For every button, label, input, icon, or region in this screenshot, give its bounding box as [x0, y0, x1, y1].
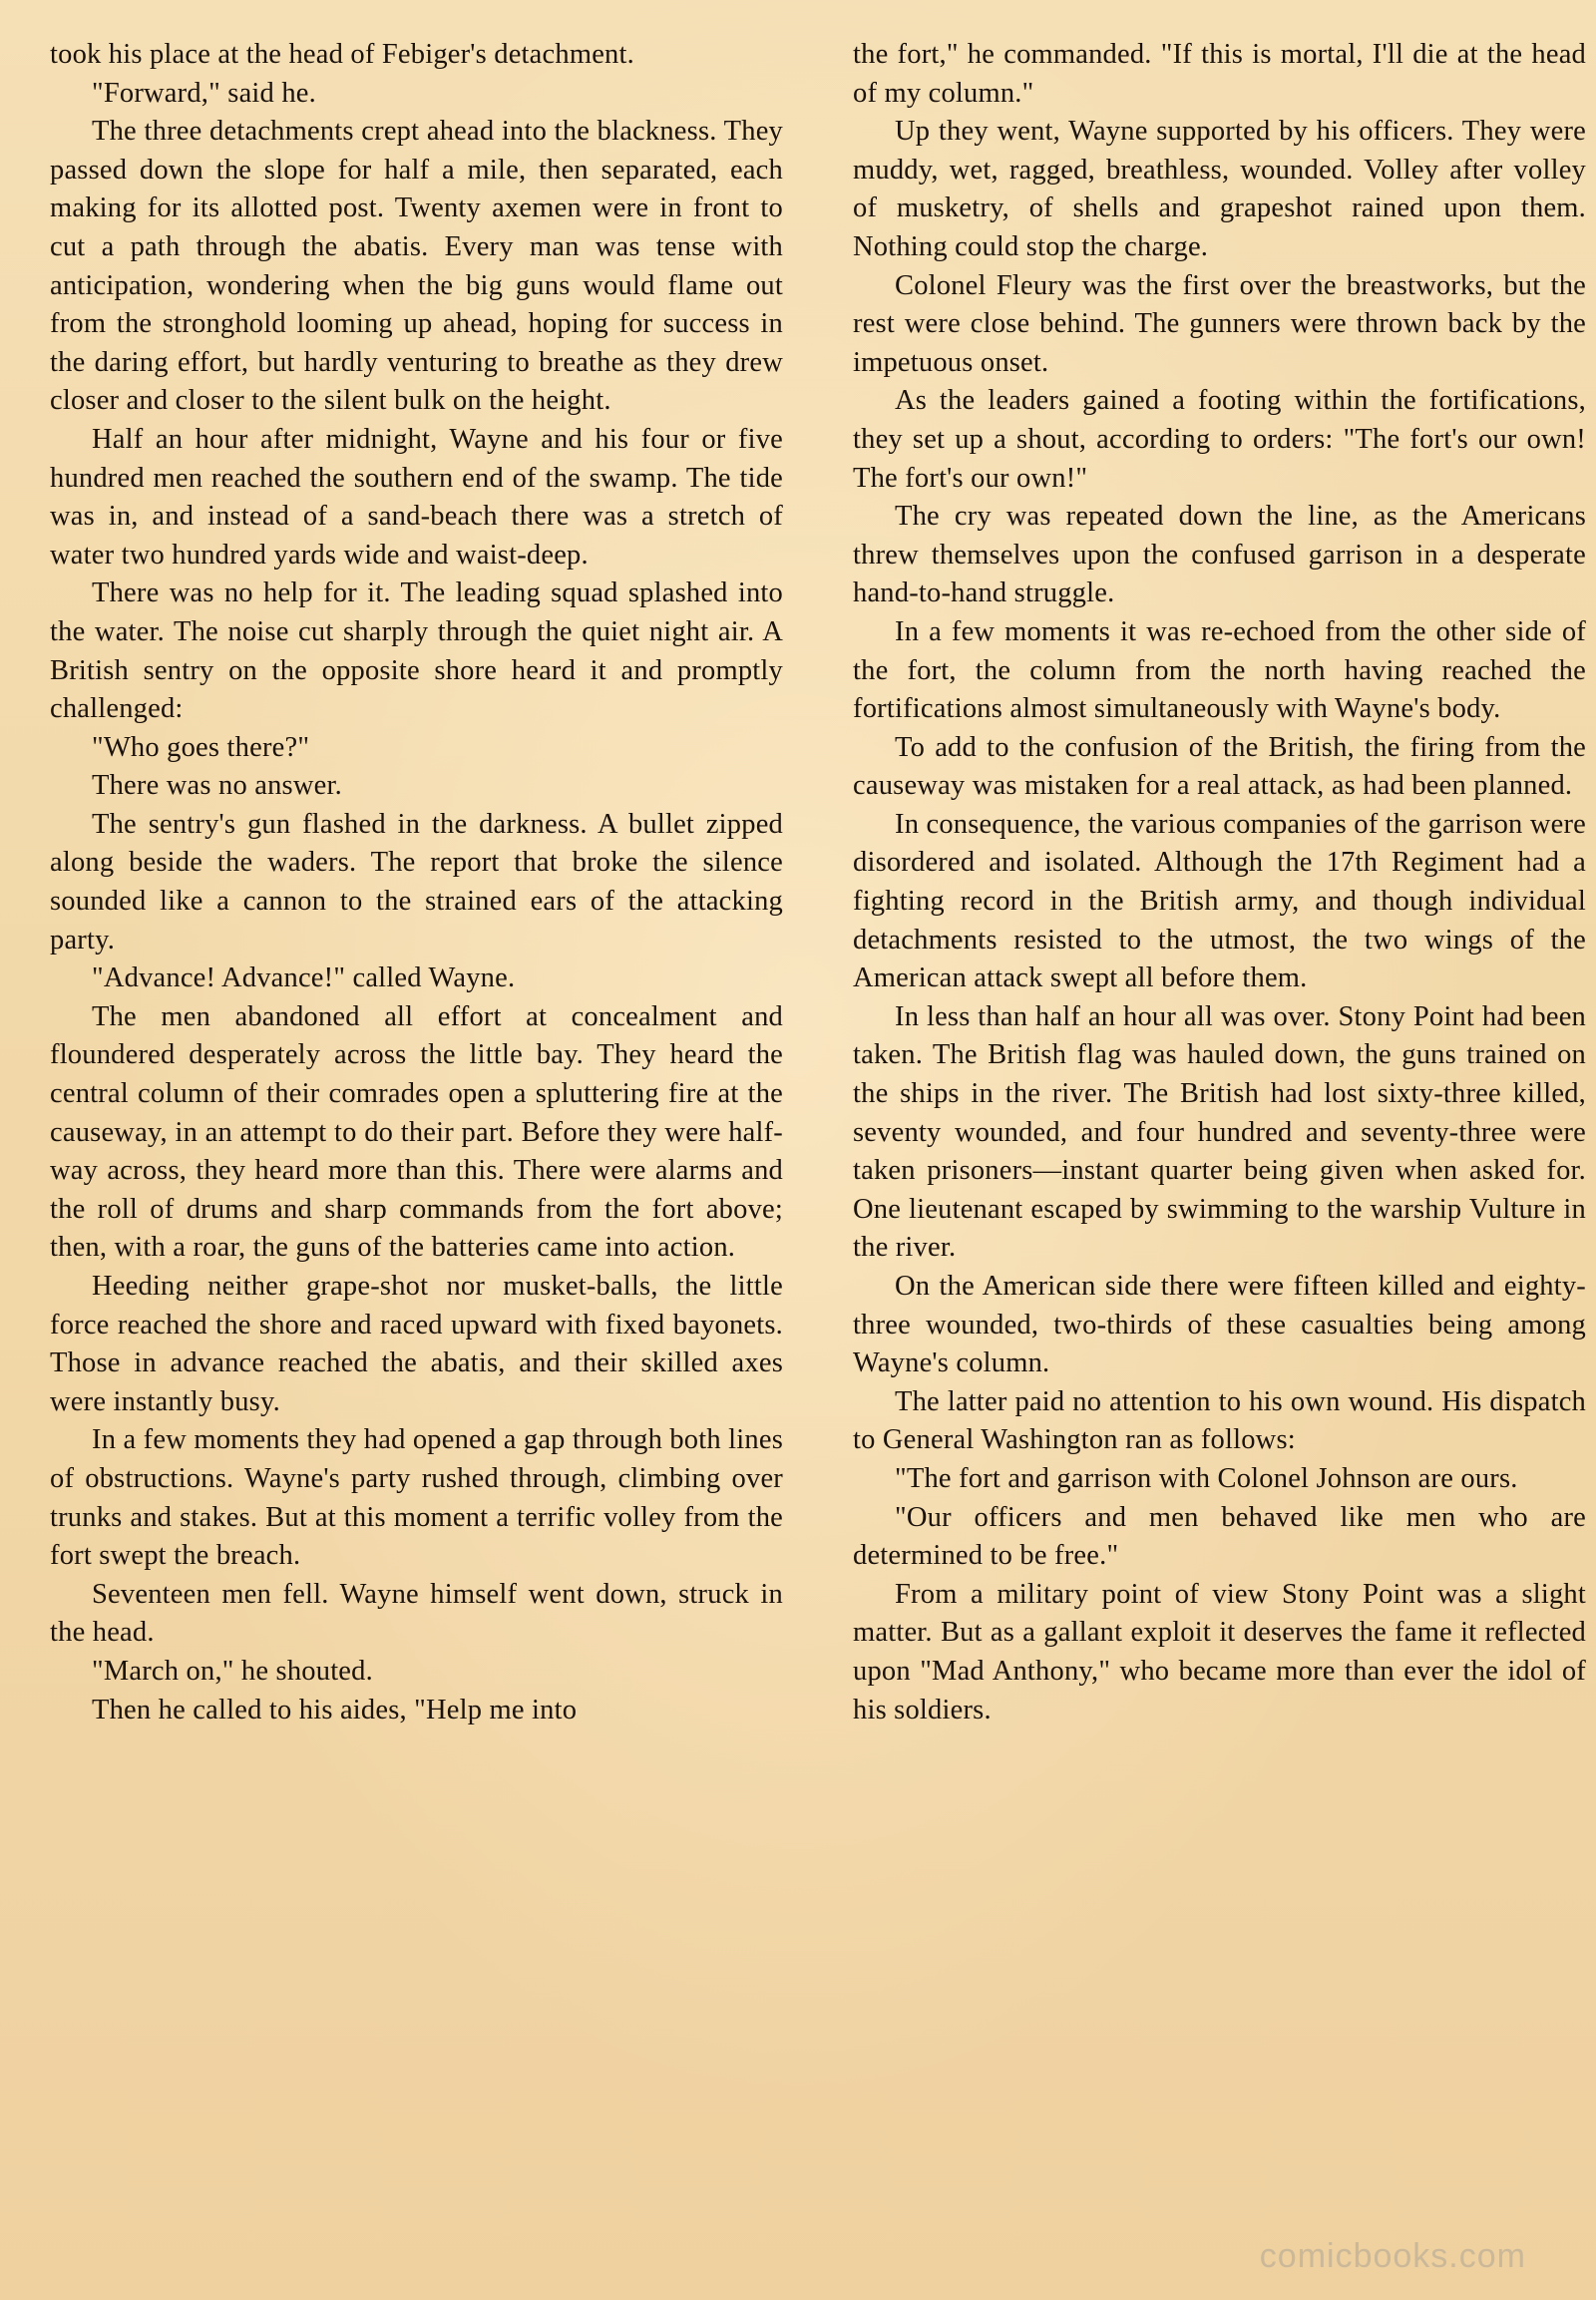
paragraph: Half an hour after midnight, Wayne and his four or five hundred men reached the southern end of the swamp. The tide was in, and instead of a sand-beach there was a stretch of water two hundred yards wide and waist-deep.	[50, 423, 783, 571]
paragraph: The three detachments crept ahead into the blackness. They passed down the slope for half a mile, then separated, each making for its allotted post. Twenty axemen were in front to cut a path through the abatis. Every man was tense with anticipation, wondering when the big guns would flame out from the stronghold looming up ahead, hoping for success in the daring effort, but hardly venturing to breathe as they drew closer and closer to the silent bulk on the height.	[50, 116, 783, 417]
paragraph: Up they went, Wayne supported by his officers. They were muddy, wet, ragged, breathless, wounded. Volley after volley of musketry, of shells and grapeshot rained upon them. Nothing could stop the charge.	[853, 116, 1586, 262]
paragraph: To add to the confusion of the British, the firing from the causeway was mistaken for a real attack, as had been planned.	[853, 731, 1586, 802]
paragraph: From a military point of view Stony Point was a slight matter. But as a gallant exploit it deserves the fame it reflected upon "Mad Anthony," who became more than ever the idol of his soldiers.	[853, 1578, 1586, 1725]
paragraph: In consequence, the various companies of the garrison were disordered and isolated. Although the 17th Regiment had a fighting record in the British army, and though individual detachments resisted to the utmost, the two wings of the American attack swept all before them.	[853, 808, 1586, 994]
paragraph: In less than half an hour all was over. Stony Point had been taken. The British flag was hauled down, the guns trained on the ships in the river. The British had lost sixty-three killed, seventy wounded, and four hundred and seventy-three were taken prisoners—instant quarter being given when asked for. One lieutenant escaped by swimming to the warship Vulture in the river.	[853, 1000, 1586, 1264]
right-text-column	[853, 36, 1586, 1729]
paragraph: As the leaders gained a footing within the fortifications, they set up a shout, according to orders: "The fort's our own! The fort's our own!"	[853, 385, 1586, 494]
paragraph: the fort," he commanded. "If this is mortal, I'll die at the head of my column."	[853, 39, 1586, 109]
paragraph: The sentry's gun flashed in the darkness. A bullet zipped along beside the waders. The report that broke the silence sounded like a cannon to the strained ears of the attacking party.	[50, 808, 783, 956]
paragraph: The latter paid no attention to his own wound. His dispatch to General Washington ran as follows:	[853, 1385, 1586, 1456]
paragraph: "Forward," said he.	[92, 77, 316, 109]
paragraph: Colonel Fleury was the first over the breastworks, but the rest were close behind. The gunners were thrown back by the impetuous onset.	[853, 269, 1586, 378]
paragraph: The men abandoned all effort at concealment and floundered desperately across the little bay. They heard the central column of their comrades open a spluttering fire at the causeway, in an attempt to do their part. Before they were half-way across, they heard more than this. There were alarms and the roll of drums and sharp commands from the fort above; then, with a roar, the guns of the batteries came into action.	[50, 1000, 783, 1264]
paragraph: There was no help for it. The leading squad splashed into the water. The noise cut sharply through the quiet night air. A British sentry on the opposite shore heard it and promptly challenged:	[50, 577, 783, 725]
paragraph: Seventeen men fell. Wayne himself went down, struck in the head.	[50, 1578, 783, 1649]
paragraph: Then he called to his aides, "Help me into	[92, 1694, 578, 1725]
paragraph: In a few moments they had opened a gap through both lines of obstructions. Wayne's party rushed through, climbing over trunks and stakes. But at this moment a terrific volley from the fort swept the breach.	[50, 1424, 783, 1572]
paragraph: In a few moments it was re-echoed from the other side of the fort, the column from the north having reached the fortifications almost simultaneously with Wayne's body.	[853, 615, 1586, 725]
paragraph: "Our officers and men behaved like men who are determined to be free."	[853, 1501, 1586, 1572]
paragraph: "March on," he shouted.	[92, 1655, 373, 1687]
paragraph: There was no answer.	[92, 770, 342, 802]
paragraph: The cry was repeated down the line, as the Americans threw themselves upon the confused garrison in a desperate hand-to-hand struggle.	[853, 501, 1586, 609]
paragraph: took his place at the head of Febiger's detachment.	[50, 39, 634, 70]
site-watermark: comicbooks.com	[1259, 2237, 1526, 2275]
paragraph: On the American side there were fifteen killed and eighty-three wounded, two-thirds of these casualties being among Wayne's column.	[853, 1271, 1586, 1379]
paragraph: "Advance! Advance!" called Wayne.	[92, 962, 516, 994]
paragraph: "Who goes there?"	[92, 731, 310, 763]
left-text-column	[50, 36, 783, 1729]
paragraph: "The fort and garrison with Colonel Johnson are ours.	[895, 1462, 1518, 1494]
paragraph: Heeding neither grape-shot nor musket-balls, the little force reached the shore and raced upward with fixed bayonets. Those in advance reached the abatis, and their skilled axes were instantly busy.	[50, 1271, 783, 1417]
